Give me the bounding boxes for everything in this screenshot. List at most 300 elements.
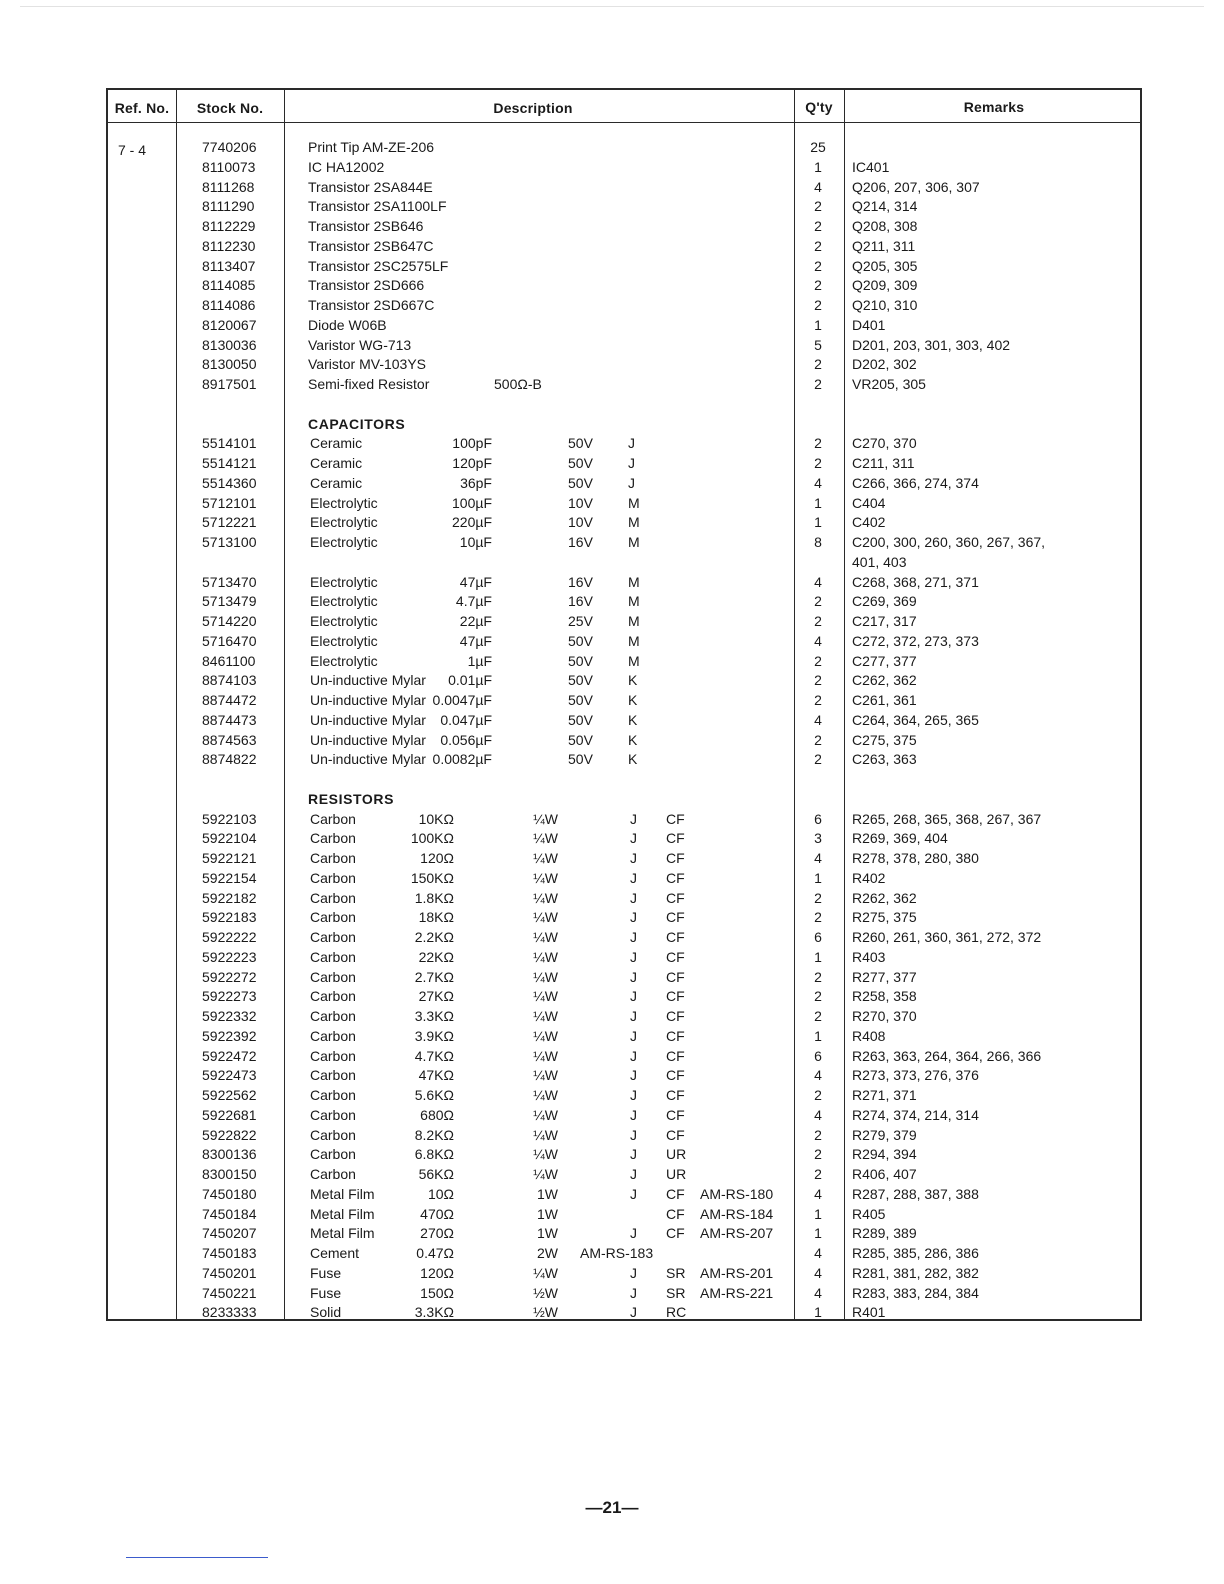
- resistor-kind: CF: [666, 810, 685, 827]
- voltage: 10V: [568, 494, 593, 511]
- tolerance: J: [630, 869, 637, 886]
- resistor-type: Carbon: [310, 948, 356, 965]
- stock-number: 5922121: [202, 850, 257, 866]
- quantity: 4: [814, 1245, 822, 1261]
- remarks: C270, 370: [852, 435, 917, 452]
- resistance: 47KΩ: [418, 1067, 454, 1084]
- resistor-type: Carbon: [310, 1106, 356, 1123]
- quantity: 2: [814, 455, 822, 471]
- part-code: AM-RS-180: [700, 1185, 774, 1202]
- stock-number: 8114086: [202, 297, 256, 313]
- table-row: [108, 1085, 1144, 1105]
- table-row: [108, 1243, 1144, 1263]
- capacitor-type: Electrolytic: [310, 573, 378, 590]
- remarks: C268, 368, 271, 371: [852, 573, 979, 590]
- description: Transistor 2SB646: [308, 218, 424, 234]
- resistance: 10KΩ: [418, 810, 454, 827]
- stock-number: 8300150: [202, 1166, 257, 1182]
- capacitor-type: Un-inductive Mylar: [310, 711, 426, 728]
- quantity: 8: [814, 534, 822, 550]
- table-row: [108, 631, 1144, 651]
- description: Varistor WG-713: [308, 336, 412, 353]
- description: Semi-fixed Resistor: [308, 376, 430, 392]
- table-row: [108, 710, 1144, 730]
- quantity: 2: [814, 1087, 822, 1103]
- remarks: R273, 373, 276, 376: [852, 1067, 979, 1084]
- tolerance: K: [628, 711, 638, 728]
- capacitance: 36pF: [460, 474, 492, 491]
- quantity: 25: [810, 139, 826, 155]
- stock-number: 8111268: [202, 178, 255, 195]
- table-row: [108, 532, 1144, 552]
- table-row: [108, 1204, 1144, 1224]
- tolerance: J: [630, 968, 637, 985]
- quantity: 3: [814, 830, 822, 847]
- table-row: [108, 670, 1144, 690]
- resistance: 150KΩ: [410, 869, 454, 886]
- voltage: 50V: [568, 711, 593, 728]
- stock-number: 5712101: [202, 494, 257, 511]
- stock-number: 5714220: [202, 613, 257, 629]
- quantity: 2: [814, 1126, 822, 1143]
- top-rule: [20, 6, 1204, 7]
- resistance: 3.3KΩ: [414, 1304, 454, 1321]
- tolerance: J: [630, 1146, 637, 1163]
- tolerance: J: [630, 1008, 637, 1024]
- remarks: R405: [852, 1205, 886, 1222]
- table-row: [108, 828, 1144, 848]
- capacitance: 1µF: [467, 652, 492, 669]
- table-row: [108, 216, 1144, 236]
- stock-number: 5922562: [202, 1087, 257, 1103]
- resistor-kind: CF: [666, 929, 685, 945]
- quantity: 1: [814, 316, 822, 333]
- capacitor-type: Ceramic: [310, 435, 363, 452]
- table-row: [108, 1065, 1144, 1085]
- remarks: R401: [852, 1304, 886, 1321]
- quantity: 2: [814, 889, 822, 906]
- quantity: 2: [814, 751, 822, 768]
- capacitor-type: Electrolytic: [310, 632, 378, 649]
- tolerance: K: [628, 731, 638, 748]
- resistor-type: Carbon: [310, 830, 356, 847]
- tolerance: M: [628, 632, 640, 649]
- resistors-heading: RESISTORS: [308, 790, 395, 807]
- voltage: 50V: [568, 455, 593, 471]
- capacitor-type: Un-inductive Mylar: [310, 692, 426, 708]
- stock-number: 5922392: [202, 1027, 257, 1044]
- part-code: AM-RS-201: [700, 1264, 774, 1281]
- table-row: [108, 1105, 1144, 1125]
- resistor-kind: CF: [666, 850, 685, 866]
- voltage: 50V: [568, 652, 593, 669]
- resistor-type: Carbon: [310, 1126, 356, 1143]
- tolerance: M: [628, 652, 640, 669]
- wattage: ¼W: [533, 850, 558, 866]
- tolerance: J: [630, 1067, 637, 1084]
- tolerance: J: [630, 988, 637, 1005]
- resistor-kind: RC: [666, 1304, 687, 1321]
- part-code: AM-RS-184: [700, 1205, 774, 1222]
- resistor-kind: UR: [666, 1146, 687, 1163]
- table-row: [108, 809, 1144, 829]
- remarks: R278, 378, 280, 380: [852, 850, 979, 866]
- tolerance: J: [630, 909, 637, 926]
- quantity: 4: [814, 474, 822, 491]
- remarks: R289, 389: [852, 1225, 917, 1242]
- part-note: AM-RS-183: [580, 1245, 654, 1261]
- wattage: ½W: [533, 1284, 558, 1301]
- quantity: 1: [814, 514, 822, 531]
- capacitors-heading: CAPACITORS: [308, 415, 406, 432]
- capacitor-type: Electrolytic: [310, 494, 378, 511]
- remarks: C262, 362: [852, 672, 917, 689]
- resistor-type: Metal Film: [310, 1185, 375, 1202]
- wattage: 1W: [537, 1225, 558, 1242]
- table-row: [108, 611, 1144, 631]
- wattage: ¼W: [533, 968, 558, 985]
- resistor-kind: CF: [666, 1225, 685, 1242]
- resistor-type: Carbon: [310, 850, 356, 866]
- resistor-type: Carbon: [310, 1067, 356, 1084]
- quantity: 2: [814, 613, 822, 629]
- remarks: C264, 364, 265, 365: [852, 711, 979, 728]
- resistor-type: Carbon: [310, 1166, 356, 1182]
- table-row: [108, 137, 1144, 157]
- stock-number: 5922681: [202, 1106, 257, 1123]
- voltage: 16V: [568, 573, 593, 590]
- resistance: 27KΩ: [418, 988, 454, 1005]
- description: Transistor 2SA1100LF: [308, 198, 447, 215]
- resistor-kind: CF: [666, 1126, 685, 1143]
- quantity: 4: [814, 1264, 822, 1281]
- capacitance: 220µF: [452, 514, 492, 531]
- resistance: 2.7KΩ: [414, 968, 454, 985]
- remarks: C211, 311: [852, 455, 915, 471]
- resistor-type: Carbon: [310, 929, 356, 945]
- stock-number: 5922332: [202, 1008, 257, 1024]
- resistor-type: Carbon: [310, 909, 356, 926]
- resistor-kind: CF: [666, 1047, 685, 1064]
- resistor-kind: CF: [666, 1185, 685, 1202]
- voltage: 16V: [568, 593, 593, 610]
- remarks: Q214, 314: [852, 198, 918, 215]
- resistance: 18KΩ: [418, 909, 454, 926]
- table-row: [108, 275, 1144, 295]
- stock-number: 7740206: [202, 139, 257, 155]
- remarks: R260, 261, 360, 361, 272, 372: [852, 929, 1042, 945]
- description: Transistor 2SA844E: [308, 178, 433, 195]
- resistance: 2.2KΩ: [414, 929, 454, 945]
- remarks: D401: [852, 316, 886, 333]
- stock-number: 5922222: [202, 929, 257, 945]
- quantity: 2: [814, 1008, 822, 1024]
- table-row: [108, 354, 1144, 374]
- stock-number: 7450201: [202, 1264, 257, 1281]
- resistor-type: Carbon: [310, 988, 356, 1005]
- quantity: 4: [814, 632, 822, 649]
- voltage: 10V: [568, 514, 593, 531]
- tolerance: J: [630, 1106, 637, 1123]
- stock-number: 5922472: [202, 1047, 257, 1064]
- stock-number: 5922183: [202, 909, 257, 926]
- wattage: ¼W: [533, 1008, 558, 1024]
- resistance: 3.9KΩ: [414, 1027, 454, 1044]
- quantity: 2: [814, 297, 822, 313]
- voltage: 50V: [568, 731, 593, 748]
- table-row: [108, 433, 1144, 453]
- wattage: ¼W: [533, 948, 558, 965]
- stock-number: 5922223: [202, 948, 257, 965]
- resistor-type: Solid: [310, 1304, 342, 1321]
- part-code: AM-RS-221: [700, 1284, 774, 1301]
- capacitance: 0.0082µF: [432, 751, 492, 768]
- quantity: 1: [814, 869, 822, 886]
- resistor-type: Carbon: [310, 1087, 356, 1103]
- resistor-kind: CF: [666, 1067, 685, 1084]
- resistor-kind: CF: [666, 988, 685, 1005]
- description: Transistor 2SC2575LF: [308, 257, 449, 274]
- quantity: 2: [814, 731, 822, 748]
- stock-number: 5712221: [202, 514, 257, 531]
- stock-number: 5922182: [202, 889, 257, 906]
- remarks: Q210, 310: [852, 297, 918, 313]
- resistor-kind: CF: [666, 1027, 685, 1044]
- quantity: 2: [814, 1146, 822, 1163]
- remarks: C261, 361: [852, 692, 917, 708]
- wattage: 1W: [537, 1185, 558, 1202]
- tolerance: J: [630, 1185, 637, 1202]
- wattage: ¼W: [533, 1146, 558, 1163]
- tolerance: M: [628, 593, 640, 610]
- tolerance: J: [628, 474, 635, 491]
- resistor-type: Carbon: [310, 968, 356, 985]
- tolerance: K: [628, 672, 638, 689]
- tolerance: J: [628, 455, 635, 471]
- tolerance: J: [630, 1264, 637, 1281]
- wattage: ¼W: [533, 1166, 558, 1182]
- resistor-type: Carbon: [310, 810, 356, 827]
- remarks: R277, 377: [852, 968, 917, 985]
- stock-number: 7450207: [202, 1225, 257, 1242]
- stock-number: 8114085: [202, 277, 256, 294]
- wattage: ¼W: [533, 889, 558, 906]
- header-description: Description: [493, 100, 573, 116]
- resistor-kind: CF: [666, 1008, 685, 1024]
- quantity: 1: [814, 494, 822, 511]
- quantity: 2: [814, 593, 822, 610]
- header-remarks: Remarks: [963, 99, 1025, 115]
- stock-number: 5922822: [202, 1126, 257, 1143]
- quantity: 2: [814, 237, 822, 254]
- stock-number: 5514360: [202, 474, 257, 491]
- table-row: [108, 591, 1144, 611]
- table-row: [108, 335, 1144, 355]
- stock-number: 8874563: [202, 731, 257, 748]
- stock-number: 5922473: [202, 1067, 257, 1084]
- resistor-type: Carbon: [310, 869, 356, 886]
- wattage: ¼W: [533, 1047, 558, 1064]
- tolerance: M: [628, 613, 640, 629]
- stock-number: 8130050: [202, 356, 257, 373]
- voltage: 16V: [568, 534, 593, 550]
- table-row: [108, 888, 1144, 908]
- remarks: Q206, 207, 306, 307: [852, 178, 980, 195]
- stock-number: 5514121: [202, 455, 257, 471]
- table-row: [108, 690, 1144, 710]
- resistor-kind: CF: [666, 968, 685, 985]
- wattage: 2W: [537, 1245, 558, 1261]
- header-ref-no: Ref. No.: [114, 100, 170, 116]
- wattage: ¼W: [533, 1067, 558, 1084]
- table-row: [108, 256, 1144, 276]
- remarks: Q209, 309: [852, 277, 918, 294]
- remarks: IC401: [852, 158, 890, 175]
- table-row: [108, 1184, 1144, 1204]
- tolerance: K: [628, 751, 638, 768]
- stock-number: 8110073: [202, 158, 256, 175]
- table-row: [108, 1283, 1144, 1303]
- tolerance: M: [628, 514, 640, 531]
- remarks: R279, 379: [852, 1126, 917, 1143]
- quantity: 2: [814, 218, 822, 234]
- tolerance: J: [630, 948, 637, 965]
- voltage: 50V: [568, 751, 593, 768]
- remarks: R402: [852, 869, 886, 886]
- quantity: 1: [814, 1205, 822, 1222]
- remarks: C402: [852, 514, 886, 531]
- tolerance: J: [630, 1087, 637, 1103]
- tolerance: J: [630, 1304, 637, 1321]
- description: Diode W06B: [308, 316, 387, 333]
- resistor-type: Carbon: [310, 1047, 356, 1064]
- table-row: [108, 947, 1144, 967]
- table-row: [108, 1006, 1144, 1026]
- wattage: ¼W: [533, 1126, 558, 1143]
- description: Transistor 2SB647C: [308, 237, 434, 254]
- resistance: 100KΩ: [410, 830, 454, 847]
- tolerance: J: [630, 830, 637, 847]
- quantity: 4: [814, 1106, 822, 1123]
- table-row: [108, 907, 1144, 927]
- resistor-type: Metal Film: [310, 1225, 375, 1242]
- remarks: D202, 302: [852, 356, 917, 373]
- resistance: 150Ω: [420, 1284, 454, 1301]
- tolerance: J: [630, 1047, 637, 1064]
- resistor-type: Fuse: [310, 1284, 342, 1301]
- table-row: [108, 1144, 1144, 1164]
- table-row: [108, 196, 1144, 216]
- voltage: 50V: [568, 435, 593, 452]
- table-row: [108, 473, 1144, 493]
- resistor-type: Carbon: [310, 889, 356, 906]
- stock-number: 5713470: [202, 573, 257, 590]
- quantity: 4: [814, 1185, 822, 1202]
- quantity: 6: [814, 810, 822, 827]
- table-row: [108, 236, 1144, 256]
- remarks: Q208, 308: [852, 218, 918, 234]
- quantity: 4: [814, 1284, 822, 1301]
- capacitance: 0.01µF: [448, 672, 492, 689]
- wattage: ¼W: [533, 810, 558, 827]
- tolerance: J: [630, 1166, 637, 1182]
- stock-number: 5514101: [202, 435, 257, 452]
- table-row: [108, 927, 1144, 947]
- wattage: ¼W: [533, 929, 558, 945]
- quantity: 1: [814, 1027, 822, 1044]
- quantity: 2: [814, 376, 822, 392]
- resistance: 56KΩ: [418, 1166, 454, 1182]
- header-stock-no: Stock No.: [196, 100, 264, 116]
- section-heading: [108, 789, 1144, 809]
- capacitance: 0.056µF: [440, 731, 492, 748]
- quantity: 6: [814, 1047, 822, 1064]
- remarks: Q211, 311: [852, 237, 916, 254]
- table-row: [108, 986, 1144, 1006]
- wattage: ¼W: [533, 1087, 558, 1103]
- capacitance: 47µF: [459, 573, 492, 590]
- quantity: 1: [814, 948, 822, 965]
- description: IC HA12002: [308, 158, 385, 175]
- remarks: R406, 407: [852, 1166, 917, 1182]
- table-row: [108, 453, 1144, 473]
- tolerance: J: [630, 1027, 637, 1044]
- stock-number: 5922103: [202, 810, 257, 827]
- tolerance: J: [630, 1225, 637, 1242]
- description: Transistor 2SD667C: [308, 297, 435, 313]
- table-row: [108, 512, 1144, 532]
- quantity: 1: [814, 1225, 822, 1242]
- remarks: C269, 369: [852, 593, 917, 610]
- table-row: [108, 848, 1144, 868]
- quantity: 4: [814, 178, 822, 195]
- quantity: 2: [814, 652, 822, 669]
- capacitance: 100pF: [452, 435, 492, 452]
- tolerance: J: [630, 850, 637, 866]
- quantity: 2: [814, 968, 822, 985]
- capacitor-type: Ceramic: [310, 474, 363, 491]
- ref-number: 7 - 4: [118, 142, 147, 158]
- remarks: R294, 394: [852, 1146, 917, 1163]
- description: Varistor MV-103YS: [308, 356, 427, 373]
- remarks: R403: [852, 948, 886, 965]
- table-row: [108, 1125, 1144, 1145]
- resistor-type: Fuse: [310, 1264, 342, 1281]
- table-row: [108, 967, 1144, 987]
- quantity: 4: [814, 711, 822, 728]
- resistance: 10Ω: [427, 1185, 454, 1202]
- tolerance: J: [628, 435, 635, 452]
- table-row: [108, 374, 1144, 394]
- resistance: 5.6KΩ: [414, 1087, 454, 1103]
- resistor-kind: CF: [666, 1205, 685, 1222]
- table-row: [108, 572, 1144, 592]
- quantity: 2: [814, 909, 822, 926]
- quantity: 4: [814, 573, 822, 590]
- stock-number: 5922273: [202, 988, 257, 1005]
- capacitance: 10µF: [459, 534, 492, 550]
- voltage: 25V: [568, 613, 593, 629]
- remarks: R265, 268, 365, 368, 267, 367: [852, 810, 1042, 827]
- remarks: C277, 377: [852, 652, 917, 669]
- resistance: 3.3KΩ: [414, 1008, 454, 1024]
- resistor-kind: CF: [666, 869, 685, 886]
- wattage: ¼W: [533, 1264, 558, 1281]
- remarks: R271, 371: [852, 1087, 917, 1103]
- remarks: C263, 363: [852, 751, 917, 768]
- stock-number: 8874822: [202, 751, 257, 768]
- quantity: 2: [814, 1166, 822, 1182]
